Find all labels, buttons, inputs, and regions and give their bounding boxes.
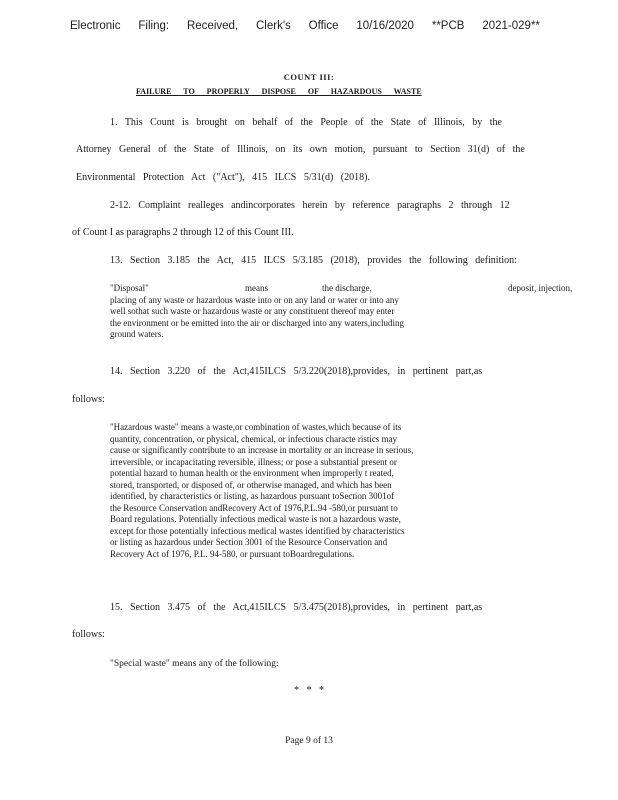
header-word: Office: [308, 20, 339, 32]
disposal-text: deposit, injection,: [508, 283, 573, 293]
hazardous-line: cause or significantly contribute to an increase in mortality or an increase in serious,: [110, 445, 414, 455]
header-word: Received,: [186, 20, 239, 32]
hazardous-line: Recovery Act of 1976, P.L. 94-580, or pursuant toBoardregulations.: [110, 548, 355, 559]
paragraph-15-follows: follows:: [72, 629, 105, 640]
paragraph-1-line: Environmental Protection Act ("Act"), 415 ILCS 5/31(d) (2018).: [76, 172, 370, 183]
paragraph-1-line: 1. This Count is brought on behalf of the People of the State of Illinois, by the: [110, 117, 502, 128]
disposal-line: placing of any waste or hazardous waste into or on any land or water or into any: [110, 294, 399, 305]
count-title: COUNT III:: [283, 72, 335, 82]
hazardous-line: irreversible, or incapacitating reversible, illness; or pose a substantial present or: [110, 456, 397, 467]
disposal-term: "Disposal": [110, 283, 149, 293]
page-number: Page 9 of 13: [285, 736, 333, 746]
paragraph-2-12-line: of Count I as paragraphs 2 through 12 of this Count III.: [72, 227, 294, 238]
hazardous-line: except for those potentially infectious medical wastes identified by characteristics: [110, 525, 405, 536]
disposal-means: means: [245, 283, 268, 293]
hazardous-line: Board regulations. Potentially infectious medical waste is not a hazardous waste,: [110, 514, 401, 524]
header-case-number: 2021-029**: [482, 20, 540, 32]
disposal-line: well sothat such waste or hazardous waste or any constituent thereof may enter: [110, 306, 395, 316]
paragraph-1-line: Attorney General of the State of Illinois, on its own motion, pursuant to Section 31(d) of the: [76, 144, 525, 155]
hazardous-line: potential hazard to human health or the environment when improperly t reated,: [110, 468, 394, 478]
header-word: Clerk's: [256, 20, 291, 32]
hazardous-line: the Resource Conservation andRecovery Act of 1976,P.L.94 -580,or pursuant to: [110, 502, 398, 513]
hazardous-line: identified, by characteristics or listing, as hazardous pursuant toSection 3001of: [110, 491, 395, 501]
filing-stamp-header: [70, 20, 540, 32]
special-waste-definition: "Special waste" means any of the following:: [110, 659, 279, 669]
header-date: 10/16/2020: [356, 20, 414, 32]
header-case: **PCB: [431, 20, 465, 32]
hazardous-line: or listing as hazardous under Section 3001 of the Resource Conservation and: [110, 537, 388, 547]
disposal-line: the environment or be emitted into the air or discharged into any waters,including: [110, 317, 405, 328]
hazardous-line: "Hazardous waste" means a waste,or combination of wastes,which because of its: [110, 422, 402, 432]
disposal-definition: [110, 283, 573, 341]
header-word: Electronic: [70, 20, 121, 32]
paragraph-2-12-line: 2-12. Complaint realleges andincorporates herein by reference paragraphs 2 through 12: [110, 200, 510, 211]
paragraph-14-follows: follows:: [72, 394, 105, 405]
paragraph-14: 14. Section 3.220 of the Act,415ILCS 5/3.220(2018),provides, in pertinent part,as: [110, 366, 483, 377]
hazardous-waste-definition: [110, 422, 505, 560]
paragraph-15: 15. Section 3.475 of the Act,415ILCS 5/3.475(2018),provides, in pertinent part,as: [110, 602, 483, 613]
paragraph-13: 13. Section 3.185 the Act, 415 ILCS 5/3.185 (2018), provides the following definition:: [110, 255, 517, 266]
disposal-text: the discharge,: [322, 283, 372, 293]
header-word: Filing:: [138, 20, 170, 32]
count-subtitle: FAILURE TO PROPERLY DISPOSE OF HAZARDOUS WASTE: [136, 87, 422, 96]
hazardous-line: quantity, concentration, or physical, chemical, or infectious characte ristics may: [110, 433, 398, 444]
disposal-line: ground waters.: [110, 329, 164, 339]
ellipsis-marker: * * *: [294, 685, 324, 696]
hazardous-line: stored, transported, or disposed of, or otherwise managed, and which has been: [110, 479, 392, 490]
